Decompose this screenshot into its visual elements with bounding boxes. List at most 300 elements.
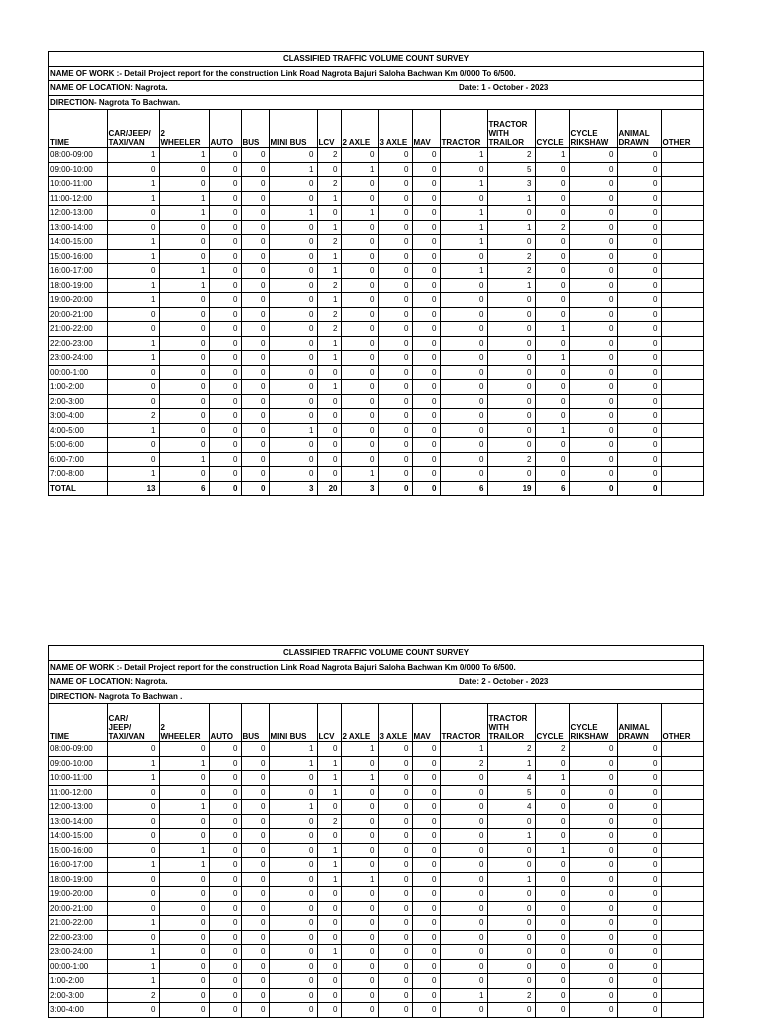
count-cell: 0 — [209, 249, 241, 264]
table-row — [49, 249, 703, 264]
count-cell: 0 — [378, 467, 412, 482]
count-cell: 0 — [341, 1003, 378, 1017]
count-cell: 0 — [269, 438, 317, 453]
count-cell: 0 — [412, 177, 440, 192]
table-row — [49, 756, 703, 771]
table-row — [49, 814, 703, 829]
location-label: NAME OF LOCATION: Nagrota. — [50, 677, 168, 686]
count-cell — [661, 394, 703, 409]
count-cell: 0 — [440, 409, 487, 424]
count-cell: 0 — [209, 438, 241, 453]
count-cell: 0 — [241, 916, 269, 931]
count-cell: 0 — [440, 438, 487, 453]
count-cell: 1 — [317, 785, 341, 800]
count-cell: 0 — [269, 988, 317, 1003]
time-cell: 16:00-17:00 — [49, 264, 107, 279]
count-cell: 0 — [241, 162, 269, 177]
table-row — [49, 394, 703, 409]
count-cell: 1 — [317, 220, 341, 235]
count-cell: 0 — [617, 380, 661, 395]
count-cell: 0 — [569, 959, 617, 974]
count-cell: 0 — [487, 351, 535, 366]
count-cell: 0 — [241, 858, 269, 873]
sheet-title: CLASSIFIED TRAFFIC VOLUME COUNT SURVEY — [49, 646, 703, 661]
count-cell: 0 — [209, 278, 241, 293]
count-cell: 0 — [569, 191, 617, 206]
count-cell — [661, 409, 703, 424]
count-cell — [661, 959, 703, 974]
count-cell — [661, 278, 703, 293]
count-cell: 0 — [209, 800, 241, 815]
count-cell — [661, 162, 703, 177]
count-cell: 0 — [317, 409, 341, 424]
count-cell: 0 — [569, 278, 617, 293]
count-cell: 0 — [378, 756, 412, 771]
count-cell: 0 — [378, 930, 412, 945]
count-cell: 1 — [107, 858, 159, 873]
count-cell: 0 — [378, 901, 412, 916]
count-cell: 0 — [617, 930, 661, 945]
table-row — [49, 800, 703, 815]
count-cell: 0 — [569, 467, 617, 482]
count-cell: 0 — [440, 249, 487, 264]
count-cell: 0 — [107, 307, 159, 322]
count-cell: 0 — [569, 148, 617, 163]
count-cell: 0 — [535, 307, 569, 322]
time-cell: 09:00-10:00 — [49, 756, 107, 771]
count-cell: 0 — [241, 148, 269, 163]
count-cell: 1 — [317, 191, 341, 206]
count-cell: 0 — [159, 438, 209, 453]
count-cell: 0 — [569, 380, 617, 395]
count-cell: 0 — [440, 191, 487, 206]
column-header: LCV — [317, 110, 341, 148]
table-row — [49, 467, 703, 482]
count-cell: 1 — [440, 264, 487, 279]
count-cell: 0 — [487, 307, 535, 322]
count-cell: 0 — [269, 901, 317, 916]
count-cell: 0 — [107, 872, 159, 887]
count-cell: 0 — [159, 771, 209, 786]
table-row — [49, 162, 703, 177]
count-cell: 0 — [569, 814, 617, 829]
count-cell: 0 — [269, 177, 317, 192]
location-date-row — [49, 675, 703, 690]
count-cell: 0 — [341, 887, 378, 902]
table-row — [49, 988, 703, 1003]
count-cell: 0 — [617, 322, 661, 337]
count-cell — [661, 220, 703, 235]
count-cell: 0 — [209, 162, 241, 177]
count-cell: 0 — [535, 945, 569, 960]
count-cell: 0 — [569, 206, 617, 221]
count-cell: 0 — [412, 351, 440, 366]
table-row — [49, 235, 703, 250]
count-cell: 0 — [159, 423, 209, 438]
count-cell: 0 — [378, 148, 412, 163]
count-cell: 2 — [487, 988, 535, 1003]
count-cell: 0 — [412, 293, 440, 308]
column-header: 3 AXLE — [378, 704, 412, 742]
count-cell: 0 — [107, 930, 159, 945]
count-cell: 0 — [617, 365, 661, 380]
count-cell: 0 — [107, 814, 159, 829]
count-cell: 0 — [159, 930, 209, 945]
count-cell: 0 — [241, 872, 269, 887]
count-cell: 0 — [209, 394, 241, 409]
count-cell: 0 — [412, 220, 440, 235]
column-header: CYCLE RIKSHAW — [569, 110, 617, 148]
count-cell: 1 — [487, 278, 535, 293]
column-header: AUTO — [209, 704, 241, 742]
count-cell: 0 — [569, 264, 617, 279]
count-cell: 0 — [617, 843, 661, 858]
count-cell: 0 — [317, 974, 341, 989]
table-row — [49, 742, 703, 757]
column-header: CAR/ JEEP/ TAXI/VAN — [107, 704, 159, 742]
count-cell: 0 — [341, 177, 378, 192]
count-cell: 1 — [159, 206, 209, 221]
count-cell: 0 — [341, 930, 378, 945]
table-row — [49, 336, 703, 351]
count-cell — [661, 322, 703, 337]
count-cell: 0 — [159, 814, 209, 829]
count-cell: 0 — [412, 901, 440, 916]
count-cell: 0 — [535, 829, 569, 844]
total-cell: 3 — [269, 481, 317, 495]
count-cell — [661, 293, 703, 308]
count-cell: 0 — [412, 1003, 440, 1017]
count-cell: 0 — [269, 351, 317, 366]
count-cell: 0 — [269, 409, 317, 424]
count-cell: 1 — [487, 872, 535, 887]
count-cell: 0 — [535, 916, 569, 931]
count-cell: 2 — [535, 220, 569, 235]
count-cell: 0 — [617, 467, 661, 482]
count-cell: 0 — [535, 872, 569, 887]
count-cell: 0 — [269, 293, 317, 308]
count-cell: 0 — [412, 452, 440, 467]
time-cell: 09:00-10:00 — [49, 162, 107, 177]
count-cell: 0 — [341, 974, 378, 989]
count-cell: 0 — [487, 293, 535, 308]
count-cell: 0 — [440, 945, 487, 960]
count-cell — [661, 814, 703, 829]
time-cell: 23:00-24:00 — [49, 351, 107, 366]
time-cell: 19:00-20:00 — [49, 293, 107, 308]
count-cell: 0 — [269, 843, 317, 858]
count-cell: 0 — [487, 843, 535, 858]
count-cell: 0 — [569, 177, 617, 192]
total-cell: 6 — [535, 481, 569, 495]
count-cell: 0 — [617, 901, 661, 916]
count-cell: 0 — [535, 365, 569, 380]
count-cell: 1 — [317, 945, 341, 960]
count-cell: 0 — [617, 249, 661, 264]
count-cell: 0 — [269, 235, 317, 250]
count-cell: 2 — [107, 988, 159, 1003]
count-cell: 0 — [107, 901, 159, 916]
count-cell: 0 — [159, 945, 209, 960]
count-cell: 0 — [378, 988, 412, 1003]
table-row — [49, 829, 703, 844]
count-cell: 1 — [440, 206, 487, 221]
count-cell: 0 — [617, 148, 661, 163]
count-cell: 0 — [241, 351, 269, 366]
count-cell: 0 — [535, 380, 569, 395]
count-cell: 0 — [617, 162, 661, 177]
column-header: TRACTOR WITH TRAILOR — [487, 110, 535, 148]
count-cell: 1 — [440, 988, 487, 1003]
count-cell: 0 — [378, 438, 412, 453]
count-cell: 0 — [241, 829, 269, 844]
count-cell: 0 — [569, 829, 617, 844]
count-cell: 0 — [341, 293, 378, 308]
count-cell: 0 — [378, 452, 412, 467]
count-cell: 0 — [341, 756, 378, 771]
count-cell: 0 — [341, 438, 378, 453]
count-cell: 1 — [535, 322, 569, 337]
count-cell: 0 — [209, 1003, 241, 1017]
count-cell: 0 — [378, 800, 412, 815]
count-cell: 1 — [487, 191, 535, 206]
count-cell — [661, 945, 703, 960]
count-cell: 0 — [569, 220, 617, 235]
count-cell: 0 — [241, 959, 269, 974]
count-cell: 0 — [341, 409, 378, 424]
count-cell: 0 — [569, 872, 617, 887]
count-cell — [661, 887, 703, 902]
count-cell — [661, 438, 703, 453]
count-cell: 0 — [617, 423, 661, 438]
count-cell: 0 — [341, 278, 378, 293]
time-cell: 15:00-16:00 — [49, 843, 107, 858]
count-cell: 0 — [241, 394, 269, 409]
count-cell: 0 — [378, 959, 412, 974]
count-cell: 0 — [412, 365, 440, 380]
column-header: 2 WHEELER — [159, 110, 209, 148]
count-cell: 0 — [378, 858, 412, 873]
count-cell: 0 — [412, 742, 440, 757]
count-cell: 0 — [569, 887, 617, 902]
column-header: OTHER — [661, 704, 703, 742]
count-cell: 0 — [440, 394, 487, 409]
column-header: OTHER — [661, 110, 703, 148]
count-cell: 0 — [241, 336, 269, 351]
count-cell: 0 — [209, 887, 241, 902]
count-cell: 0 — [378, 945, 412, 960]
count-cell: 1 — [107, 916, 159, 931]
count-cell: 1 — [317, 872, 341, 887]
count-cell — [661, 264, 703, 279]
time-cell: 6:00-7:00 — [49, 452, 107, 467]
table-row — [49, 380, 703, 395]
count-cell: 2 — [440, 756, 487, 771]
count-cell: 0 — [241, 206, 269, 221]
table-row — [49, 843, 703, 858]
count-cell: 0 — [341, 148, 378, 163]
count-cell: 0 — [317, 206, 341, 221]
time-cell: 5:00-6:00 — [49, 438, 107, 453]
column-header: TRACTOR — [440, 110, 487, 148]
count-cell: 0 — [159, 249, 209, 264]
count-cell: 0 — [440, 829, 487, 844]
count-cell — [661, 742, 703, 757]
count-cell: 1 — [107, 959, 159, 974]
count-cell: 0 — [209, 974, 241, 989]
count-cell: 0 — [487, 945, 535, 960]
count-cell: 0 — [341, 351, 378, 366]
count-cell: 0 — [317, 829, 341, 844]
count-cell: 1 — [341, 742, 378, 757]
count-cell: 0 — [317, 467, 341, 482]
count-cell: 0 — [241, 235, 269, 250]
column-header: LCV — [317, 704, 341, 742]
count-cell: 0 — [378, 380, 412, 395]
count-cell: 0 — [440, 307, 487, 322]
count-cell: 1 — [159, 858, 209, 873]
count-cell: 2 — [535, 742, 569, 757]
count-cell: 2 — [487, 148, 535, 163]
count-cell: 0 — [617, 887, 661, 902]
count-cell: 0 — [412, 843, 440, 858]
count-cell: 0 — [440, 467, 487, 482]
count-cell: 0 — [159, 872, 209, 887]
time-cell: 19:00-20:00 — [49, 887, 107, 902]
count-cell: 0 — [569, 162, 617, 177]
count-cell: 0 — [440, 162, 487, 177]
count-cell: 1 — [159, 452, 209, 467]
count-cell — [661, 901, 703, 916]
count-cell: 0 — [269, 380, 317, 395]
table-row — [49, 438, 703, 453]
table-row — [49, 293, 703, 308]
count-cell: 0 — [378, 162, 412, 177]
table-row — [49, 148, 703, 163]
table-row — [49, 930, 703, 945]
count-cell: 0 — [617, 974, 661, 989]
count-cell: 0 — [617, 351, 661, 366]
count-cell: 0 — [341, 365, 378, 380]
location-label: NAME OF LOCATION: Nagrota. — [50, 83, 168, 92]
count-cell: 3 — [487, 177, 535, 192]
count-cell: 0 — [569, 742, 617, 757]
count-cell: 0 — [107, 438, 159, 453]
count-cell: 0 — [269, 785, 317, 800]
time-cell: 00:00-1:00 — [49, 959, 107, 974]
time-cell: 13:00-14:00 — [49, 220, 107, 235]
total-cell: 13 — [107, 481, 159, 495]
count-cell: 0 — [209, 872, 241, 887]
count-cell: 0 — [159, 336, 209, 351]
count-cell: 0 — [159, 829, 209, 844]
count-cell: 0 — [341, 336, 378, 351]
count-cell: 0 — [317, 452, 341, 467]
count-cell: 0 — [569, 293, 617, 308]
count-cell: 0 — [378, 843, 412, 858]
count-cell: 2 — [317, 177, 341, 192]
count-cell: 0 — [378, 191, 412, 206]
table-row — [49, 307, 703, 322]
count-cell: 1 — [535, 148, 569, 163]
count-cell — [661, 974, 703, 989]
count-cell: 0 — [412, 785, 440, 800]
column-header: CAR/JEEP/ TAXI/VAN — [107, 110, 159, 148]
count-cell: 0 — [535, 235, 569, 250]
count-cell: 0 — [107, 220, 159, 235]
count-cell: 0 — [269, 814, 317, 829]
count-cell: 0 — [378, 1003, 412, 1017]
count-cell: 0 — [209, 365, 241, 380]
count-cell: 0 — [535, 278, 569, 293]
count-cell: 0 — [535, 930, 569, 945]
count-cell: 0 — [617, 872, 661, 887]
count-cell — [661, 351, 703, 366]
count-cell: 0 — [269, 394, 317, 409]
count-cell: 0 — [159, 380, 209, 395]
table-row — [49, 351, 703, 366]
count-cell: 0 — [209, 177, 241, 192]
count-cell: 0 — [487, 206, 535, 221]
time-cell: 22:00-23:00 — [49, 930, 107, 945]
count-cell: 1 — [317, 380, 341, 395]
count-cell: 0 — [617, 858, 661, 873]
count-cell: 0 — [378, 322, 412, 337]
count-cell: 2 — [317, 307, 341, 322]
count-cell: 0 — [617, 1003, 661, 1017]
count-cell: 0 — [487, 930, 535, 945]
count-cell: 0 — [412, 872, 440, 887]
count-cell: 0 — [269, 365, 317, 380]
count-cell: 1 — [487, 829, 535, 844]
table-row — [49, 974, 703, 989]
count-cell: 0 — [412, 988, 440, 1003]
count-cell: 0 — [440, 771, 487, 786]
column-header: TRACTOR — [440, 704, 487, 742]
time-cell: 11:00-12:00 — [49, 785, 107, 800]
count-cell: 0 — [209, 858, 241, 873]
count-cell: 0 — [107, 380, 159, 395]
count-cell: 0 — [241, 365, 269, 380]
count-cell: 0 — [107, 843, 159, 858]
count-cell: 0 — [269, 945, 317, 960]
total-cell: 0 — [617, 481, 661, 495]
count-cell: 0 — [317, 959, 341, 974]
count-cell — [661, 452, 703, 467]
count-cell: 1 — [440, 220, 487, 235]
count-cell: 0 — [617, 235, 661, 250]
column-header: TIME — [49, 704, 107, 742]
count-cell: 1 — [107, 756, 159, 771]
count-cell: 0 — [209, 814, 241, 829]
count-cell: 0 — [535, 901, 569, 916]
count-cell: 0 — [241, 771, 269, 786]
time-cell: 21:00-22:00 — [49, 916, 107, 931]
count-cell: 0 — [378, 887, 412, 902]
count-cell: 0 — [535, 452, 569, 467]
count-cell: 0 — [378, 307, 412, 322]
count-cell: 0 — [209, 945, 241, 960]
count-cell: 0 — [159, 974, 209, 989]
count-cell: 0 — [378, 742, 412, 757]
traffic-survey-sheet-day-2 — [48, 645, 704, 1018]
count-cell: 0 — [241, 220, 269, 235]
count-cell: 2 — [317, 148, 341, 163]
time-cell: 18:00-19:00 — [49, 278, 107, 293]
table-row — [49, 901, 703, 916]
count-cell: 0 — [535, 814, 569, 829]
time-cell: 3:00-4:00 — [49, 1003, 107, 1017]
